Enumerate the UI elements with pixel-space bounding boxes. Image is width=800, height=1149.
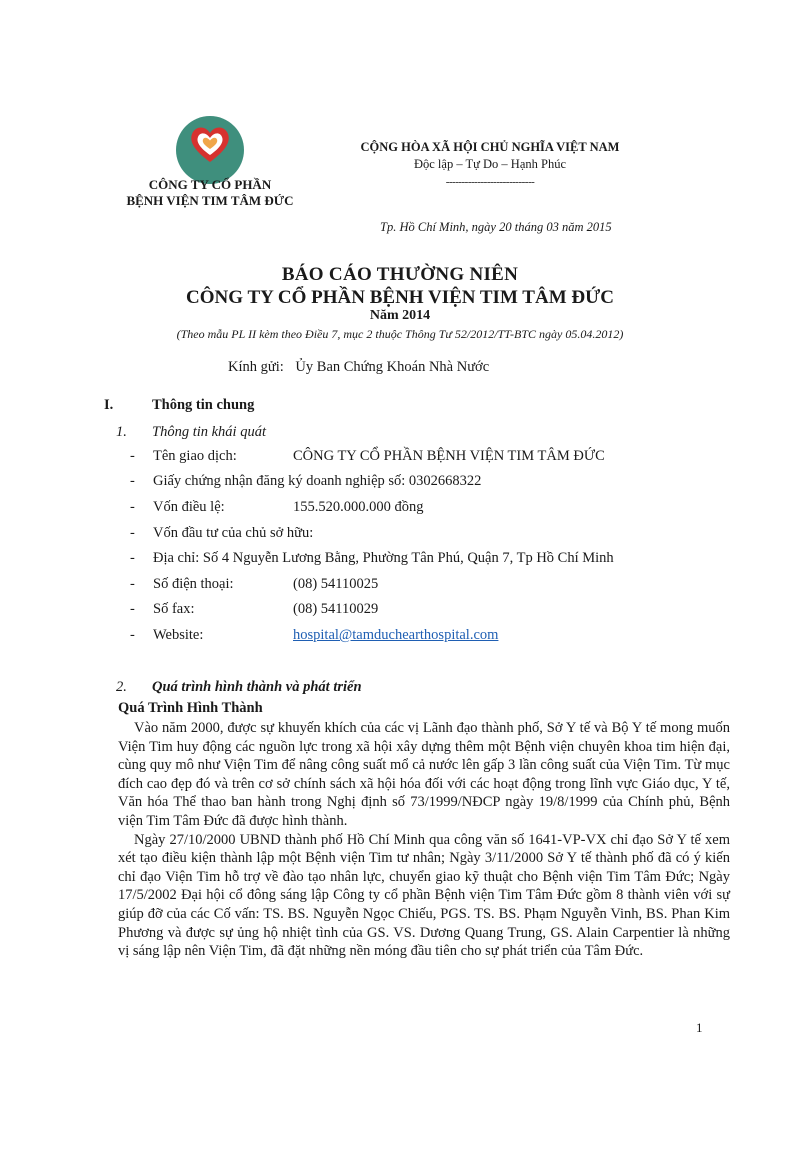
org-name-line2: BỆNH VIỆN TIM TÂM ĐỨC [126,193,294,208]
dateline: Tp. Hồ Chí Minh, ngày 20 tháng 03 năm 2015 [380,220,612,234]
report-title: BÁO CÁO THƯỜNG NIÊN [281,264,519,285]
list-dash: - [130,499,135,515]
header-separator: ---------------------------- [445,176,535,188]
list-item [130,550,690,570]
heart-icon [189,124,231,164]
item-label: Số điện thoại: [153,576,234,592]
list-item [130,473,690,493]
website-link[interactable]: hospital@tamduchearthospital.com [293,627,499,643]
recipient-line [228,359,489,376]
list-item [130,499,690,519]
list-dash: - [130,627,135,643]
list-item [130,627,690,647]
item-label: Website: [153,627,204,643]
paragraph-heading: Quá Trình Hình Thành [118,700,263,716]
list-item [130,601,690,621]
page-number: 1 [696,1020,703,1035]
item-label: Tên giao dịch: [153,448,237,464]
history-text [118,719,730,961]
item-value: 155.520.000.000 đồng [293,499,424,515]
subsection-title: Quá trình hình thành và phát triển [152,679,362,695]
item-value: CÔNG TY CỔ PHẦN BỆNH VIỆN TIM TÂM ĐỨC [293,448,605,464]
paragraph: Vào năm 2000, được sự khuyến khích của các vị Lãnh đạo thành phố, Sở Y tế và Bộ Y tế mong muốn Viện Tim huy động các nguồn lực trong xã hội xây dựng thêm một Bệnh viện chuyên khoa tim hiện đại, cùng quy mô như Viện Tim để nâng công suất mổ cả nước lên gấp 3 lần công suất của Viện Tim. Từ mục đích cao đẹp đó và trên cơ sở chính sách xã hội hóa đối với các hoạt động trong lĩnh vực Giáo dục, Y tế, Văn hóa Thể thao ban hành trong Nghị định số 73/1999/NĐCP ngày 19/8/1999 của Chính phủ, Bệnh viện Tim Tâm Đức đã được hình thành. [118,720,730,829]
recipient-label: Kính gửi: [228,359,284,375]
item-label: Vốn điều lệ: [153,499,225,515]
regulation-note: (Theo mẫu PL II kèm theo Điều 7, mục 2 thuộc Thông Tư 52/2012/TT-BTC ngày 05.04.2012) [176,327,624,341]
item-label: Giấy chứng nhận đăng ký doanh nghiệp số: 0302668322 [153,473,482,489]
report-year: Năm 2014 [369,308,431,323]
item-value: (08) 54110029 [293,601,379,617]
subsection-number: 1. [116,424,127,440]
recipient-value: Ủy Ban Chứng Khoán Nhà Nước [295,359,490,375]
national-motto: Độc lập – Tự Do – Hạnh Phúc [413,157,566,171]
list-item [130,576,690,596]
republic-name: CỘNG HÒA XÃ HỘI CHỦ NGHĨA VIỆT NAM [360,140,620,154]
company-title: CÔNG TY CỔ PHẦN BỆNH VIỆN TIM TÂM ĐỨC [186,287,614,308]
list-item [130,525,690,545]
section-number: I. [104,397,114,413]
list-dash: - [130,448,135,464]
item-value: (08) 54110025 [293,576,379,592]
section-title: Thông tin chung [152,397,255,413]
item-label: Số fax: [153,601,195,617]
list-dash: - [130,576,135,592]
org-name-line1: CÔNG TY CỔ PHẦN [148,177,272,192]
item-label: Vốn đầu tư của chủ sở hữu: [153,525,314,541]
list-item [130,448,690,468]
item-label: Địa chỉ: Số 4 Nguyễn Lương Bằng, Phường Tân Phú, Quận 7, Tp Hồ Chí Minh [153,550,614,566]
list-dash: - [130,550,135,566]
list-dash: - [130,473,135,489]
subsection-number: 2. [116,679,127,695]
subsection-title: Thông tin khái quát [152,424,266,440]
list-dash: - [130,601,135,617]
paragraph: Ngày 27/10/2000 UBND thành phố Hồ Chí Minh qua công văn số 1641-VP-VX chỉ đạo Sở Y tế xem xét tạo điều kiện thành lập một Bệnh viện Tim tư nhân; Ngày 3/11/2000 Sở Y tế thành phố đã có ý kiến chỉ đạo Viện Tim hỗ trợ về đào tạo nhân lực, chuyển giao kỹ thuật cho Bệnh viện Tim Tâm Đức; Ngày 17/5/2002 Đại hội cổ đông sáng lập Công ty cổ phần Bệnh viện Tim Tâm Đức gồm 8 thành viên với sự giúp đỡ của các Cố vấn: TS. BS. Nguyễn Ngọc Chiếu, PGS. TS. BS. Phạm Nguyễn Vinh, BS. Phan Kim Phương và được sự ủng hộ nhiệt tình của GS. VS. Dương Quang Trung, GS. Alain Carpentier là những vị sáng lập nên Viện Tim, đã đặt những nền móng đầu tiên cho sự phát triển của Tâm Đức. [118,831,730,960]
list-dash: - [130,525,135,541]
